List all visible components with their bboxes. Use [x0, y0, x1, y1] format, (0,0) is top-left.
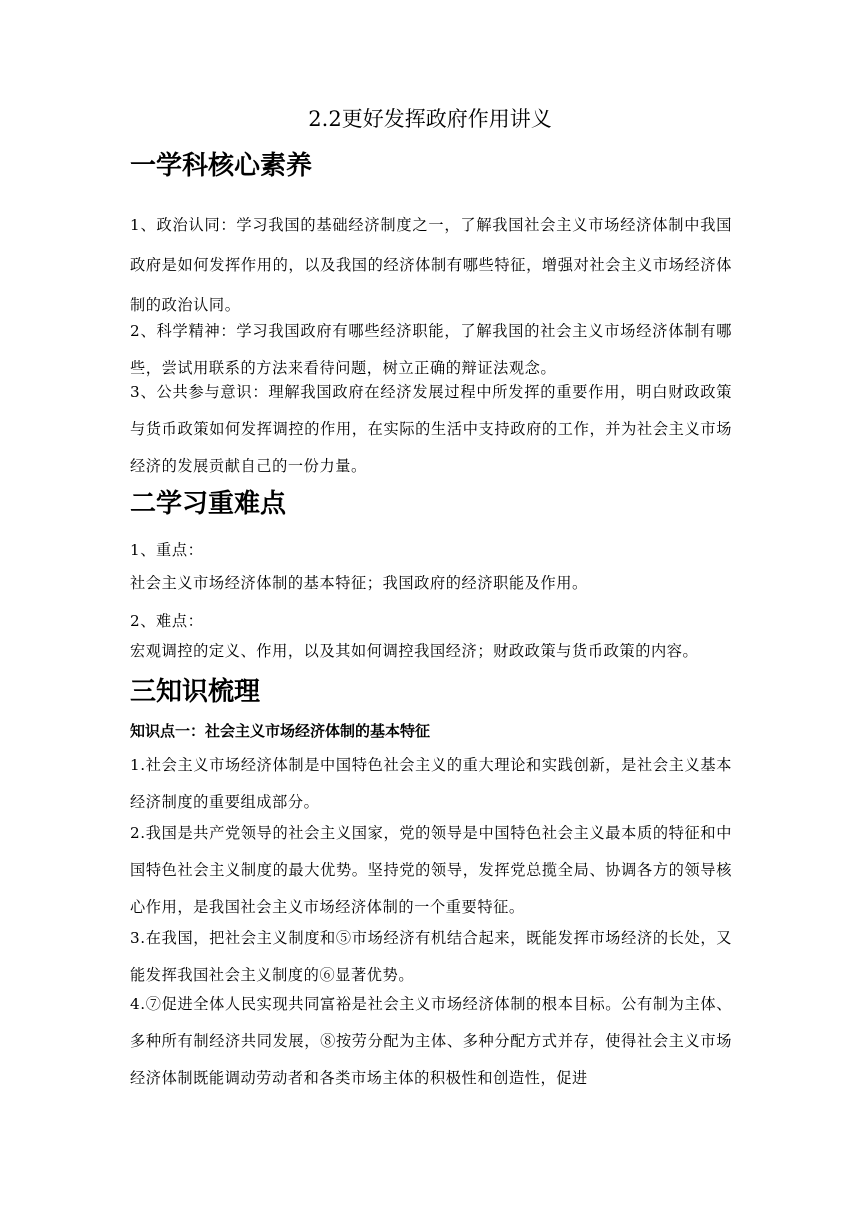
knowledge-item-3: 3.在我国，把社会主义制度和⑤市场经济有机结合起来，既能发挥市场经济的长处，又能发挥我国社会主义制度的⑥显著优势。 [130, 929, 732, 984]
core-literacy-scientific-spirit: 2、科学精神：学习我国政府有哪些经济职能，了解我国的社会主义市场经济体制有哪些，尝试用联系的方法来看待问题，树立正确的辩证法观念。 [130, 322, 732, 377]
knowledge-item-4: 4.⑦促进全体人民实现共同富裕是社会主义市场经济体制的根本目标。公有制为主体、多种所有制经济共同发展，⑧按劳分配为主体、多种分配方式并存，使得社会主义市场经济体制既能调动劳动者和各类市场主体的积极性和创造性，促进 [130, 995, 732, 1087]
difficult-points-text: 宏观调控的定义、作用，以及其如何调控我国经济；财政政策与货币政策的内容。 [130, 642, 699, 660]
core-literacy-public-participation: 3、公共参与意识：理解我国政府在经济发展过程中所发挥的重要作用，明白财政政策与货币政策如何发挥调控的作用，在实际的生活中支持政府的工作，并为社会主义市场经济的发展贡献自己的一份力量。 [130, 383, 732, 475]
knowledge-item-2: 2.我国是共产党领导的社会主义国家，党的领导是中国特色社会主义最本质的特征和中国特色社会主义制度的最大优势。坚持党的领导，发挥党总揽全局、协调各方的领导核心作用，是我国社会主义市场经济体制的一个重要特征。 [130, 824, 732, 916]
key-points-label: 1、重点： [130, 541, 204, 559]
knowledge-point-one-heading: 知识点一：社会主义市场经济体制的基本特征 [130, 722, 431, 740]
key-points-text: 社会主义市场经济体制的基本特征；我国政府的经济职能及作用。 [130, 574, 588, 592]
core-literacy-political-identity: 1、政治认同：学习我国的基础经济制度之一，了解我国社会主义市场经济体制中我国政府是如何发挥作用的，以及我国的经济体制有哪些特征，增强对社会主义市场经济体制的政治认同。 [130, 216, 732, 314]
section-heading-key-difficult-points: 二学习重难点 [130, 489, 287, 519]
knowledge-item-1: 1.社会主义市场经济体制是中国特色社会主义的重大理论和实践创新，是社会主义基本经济制度的重要组成部分。 [130, 756, 732, 811]
document-title: 2.2更好发挥政府作用讲义 [308, 107, 552, 131]
section-heading-knowledge-review: 三知识梳理 [130, 677, 261, 707]
section-heading-core-literacy: 一学科核心素养 [130, 151, 313, 181]
difficult-points-label: 2、难点： [130, 612, 204, 630]
